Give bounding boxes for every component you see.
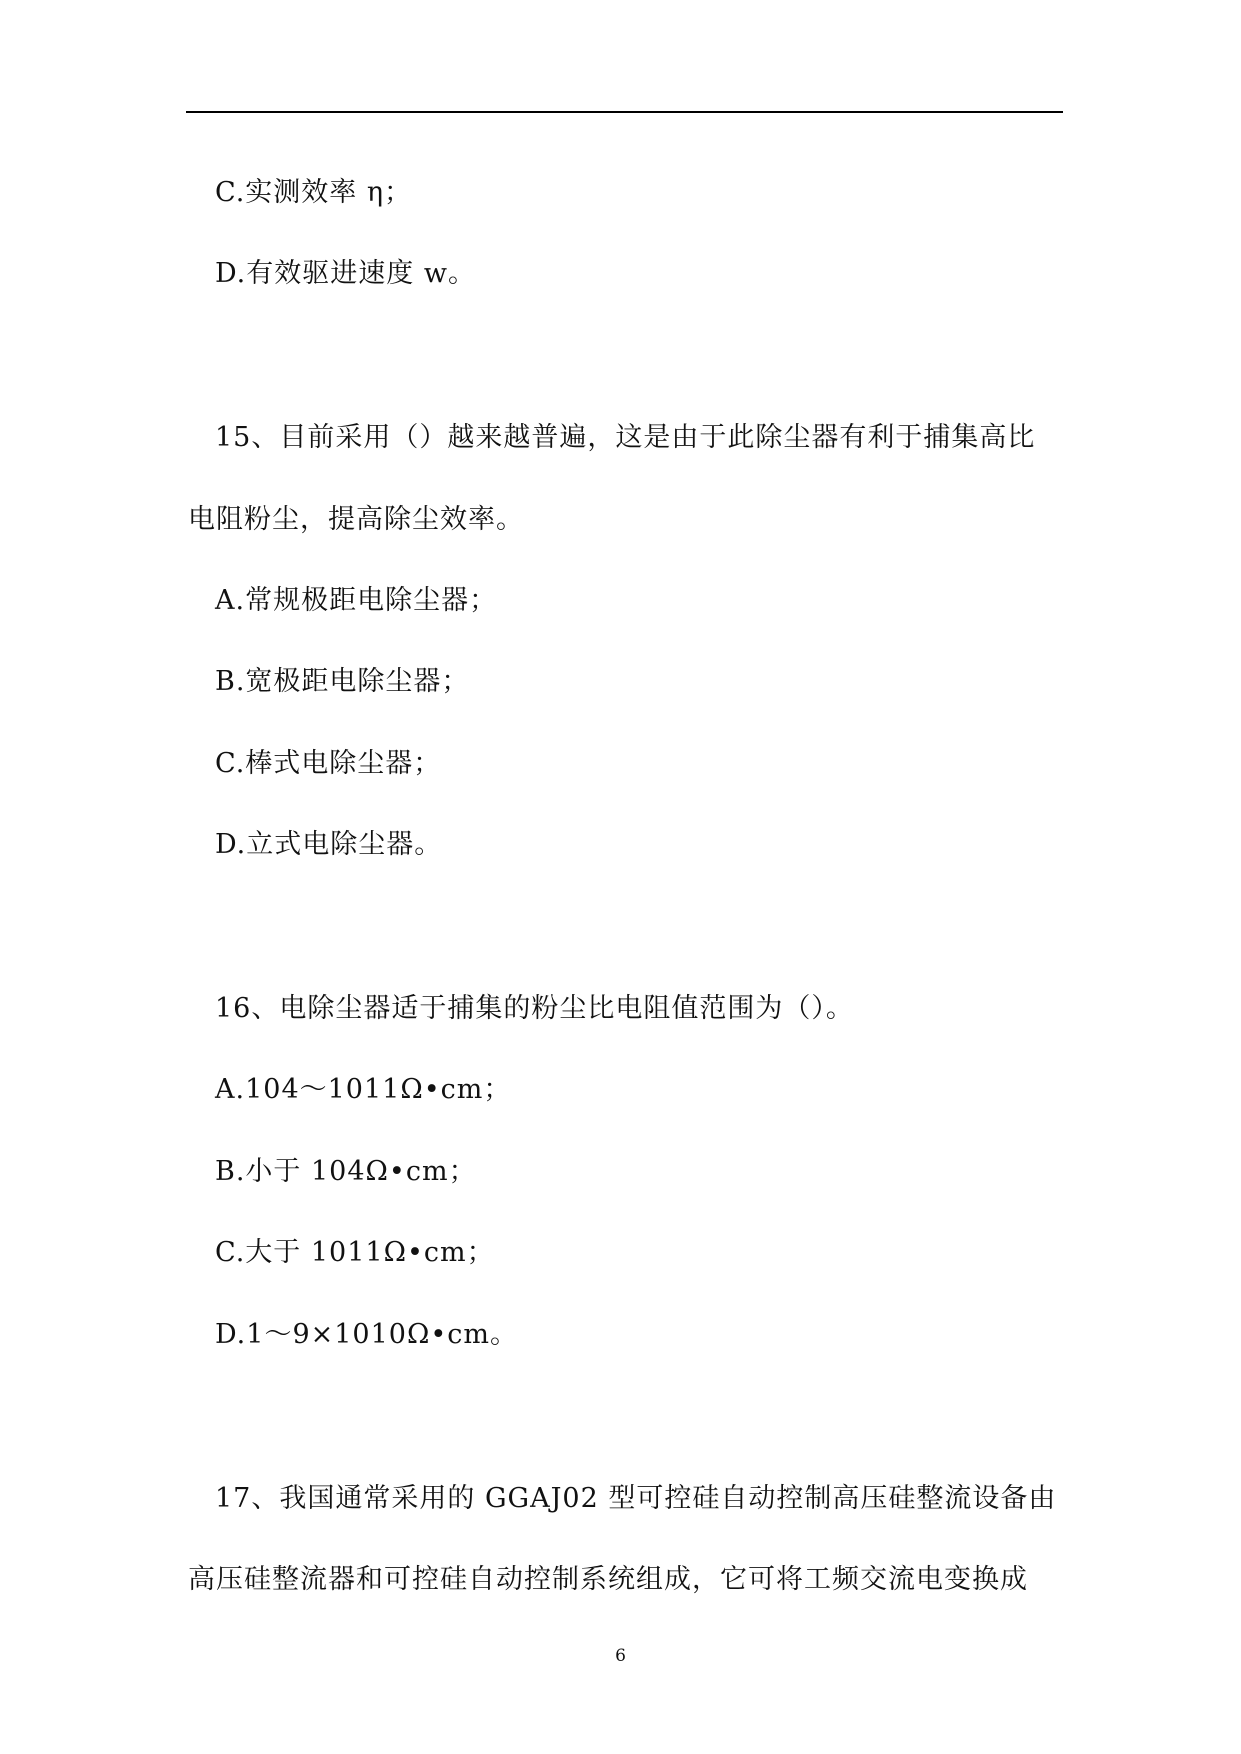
- q15-option-a: A.常规极距电除尘器；: [215, 585, 498, 616]
- q14-option-c: C.实测效率 η；: [215, 177, 413, 208]
- q15-option-b: B.宽极距电除尘器；: [215, 666, 470, 697]
- q16-option-c: C.大于 1011Ω•cm；: [215, 1237, 495, 1268]
- page-number: 6: [615, 1646, 626, 1666]
- header-rule: [186, 111, 1063, 113]
- q14-option-d: D.有效驱进速度 w。: [215, 258, 476, 289]
- q16-option-b: B.小于 104Ω•cm；: [215, 1156, 477, 1187]
- q16-stem-line1: 16、电除尘器适于捕集的粉尘比电阻值范围为（）。: [215, 993, 854, 1024]
- q17-stem-line2: 高压硅整流器和可控硅自动控制系统组成，它可将工频交流电变换成: [188, 1564, 1028, 1595]
- q17-stem-line1: 17、我国通常采用的 GGAJ02 型可控硅自动控制高压硅整流设备由: [215, 1483, 1057, 1514]
- q15-option-d: D.立式电除尘器。: [215, 829, 443, 860]
- q15-option-c: C.棒式电除尘器；: [215, 748, 442, 779]
- q16-option-d: D.1～9×1010Ω•cm。: [215, 1319, 518, 1350]
- q15-stem-line2: 电阻粉尘，提高除尘效率。: [188, 504, 524, 535]
- q16-option-a: A.104～1011Ω•cm；: [215, 1074, 512, 1105]
- q15-stem-line1: 15、目前采用（）越来越普遍，这是由于此除尘器有利于捕集高比: [215, 422, 1036, 453]
